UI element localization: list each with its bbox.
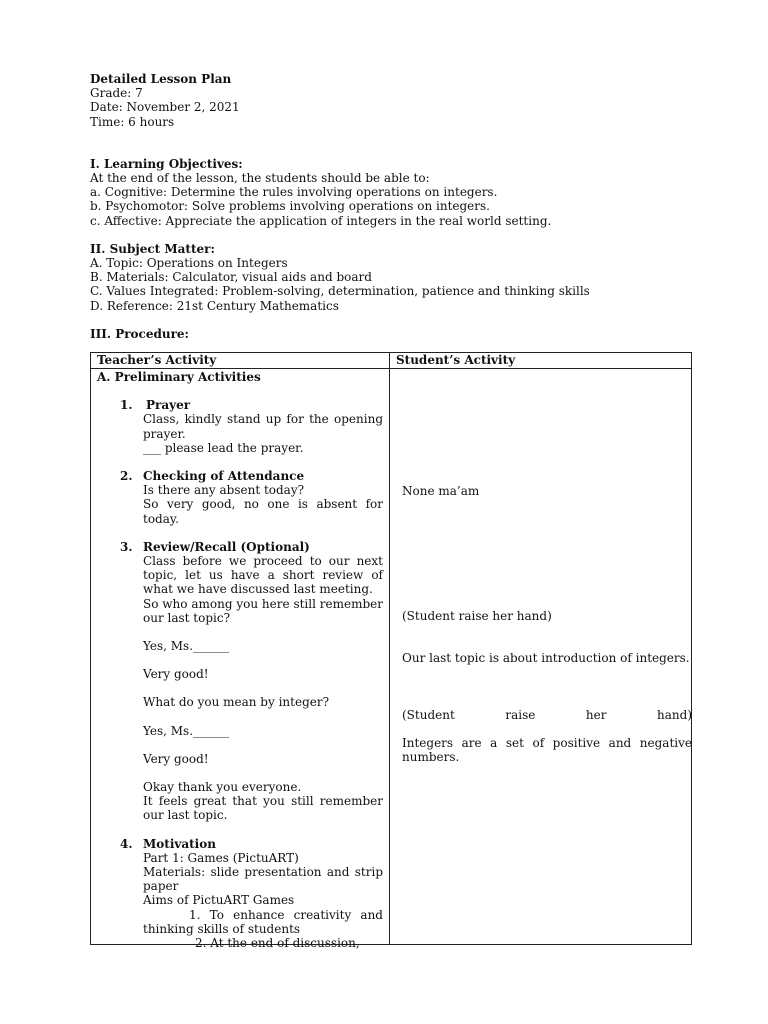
list-item bbox=[97, 469, 383, 526]
list-item bbox=[97, 540, 383, 823]
subject-matter-item: B. Materials: Calculator, visual aids and board bbox=[90, 270, 372, 285]
step-text: It feels great that you still remember our last topic. bbox=[143, 794, 383, 823]
step-text: Very good! bbox=[143, 667, 209, 682]
objective-item: b. Psychomotor: Solve problems involving operations on integers. bbox=[90, 199, 490, 214]
list-item bbox=[97, 398, 383, 455]
student-response: None ma’am bbox=[402, 484, 480, 498]
procedure-heading: III. Procedure: bbox=[90, 326, 189, 341]
step-text: So very good, no one is absent for today. bbox=[143, 497, 383, 526]
step-text: So who among you here still remember our last topic? bbox=[143, 596, 383, 625]
step-title: Prayer bbox=[146, 398, 191, 413]
student-response: (Student raise her hand) bbox=[402, 609, 552, 623]
step-number: 1. bbox=[120, 398, 133, 413]
student-response: (Student raise her hand) bbox=[402, 708, 692, 722]
step-number: 2. bbox=[120, 469, 133, 484]
teacher-activity-header: Teacher’s Activity bbox=[91, 353, 390, 369]
objective-item: c. Affective: Appreciate the application of integers in the real world setting. bbox=[90, 213, 552, 228]
step-text: Materials: slide presentation and strip paper bbox=[143, 865, 383, 894]
step-title: Review/Recall (Optional) bbox=[143, 539, 310, 554]
subject-matter-heading: II. Subject Matter: bbox=[90, 241, 215, 256]
lesson-plan-header bbox=[90, 72, 690, 341]
step-number: 4. bbox=[120, 836, 133, 851]
objectives-heading: I. Learning Objectives: bbox=[90, 156, 243, 171]
student-response: Integers are a set of positive and negative numbers. bbox=[402, 736, 692, 765]
student-activity-cell bbox=[390, 369, 692, 945]
step-text: Okay thank you everyone. bbox=[143, 780, 302, 795]
step-text: ___ please lead the prayer. bbox=[143, 440, 304, 455]
list-item bbox=[97, 837, 383, 951]
step-text: Yes, Ms.______ bbox=[143, 723, 230, 738]
sub-item: 2. At the end of discussion, bbox=[195, 936, 360, 951]
step-text: Aims of PictuART Games bbox=[143, 893, 295, 908]
step-text: Class before we proceed to our next topic, let us have a short review of what we have discussed last meeting. bbox=[143, 554, 383, 597]
objectives-intro: At the end of the lesson, the students should be able to: bbox=[90, 171, 430, 186]
step-text: Is there any absent today? bbox=[143, 483, 305, 498]
step-text: Very good! bbox=[143, 751, 209, 766]
section-heading: A. Preliminary Activities bbox=[97, 370, 261, 384]
time-line: Time: 6 hours bbox=[90, 114, 175, 129]
document-title: Detailed Lesson Plan bbox=[90, 72, 232, 86]
sub-item: 1. To enhance creativity and thinking skills of students bbox=[143, 907, 383, 936]
activity-steps bbox=[97, 398, 383, 950]
objective-item: a. Cognitive: Determine the rules involving operations on integers. bbox=[90, 185, 498, 200]
table-header-row bbox=[91, 353, 692, 369]
student-activity-header: Student’s Activity bbox=[390, 353, 692, 369]
procedure-table bbox=[90, 352, 692, 951]
step-text: What do you mean by integer? bbox=[143, 695, 330, 710]
subject-matter-item: A. Topic: Operations on Integers bbox=[90, 256, 288, 271]
table-row bbox=[91, 369, 692, 945]
step-title: Checking of Attendance bbox=[143, 469, 305, 484]
subject-matter-item: C. Values Integrated: Problem-solving, determination, patience and thinking skills bbox=[90, 284, 590, 299]
subject-matter-item: D. Reference: 21st Century Mathematics bbox=[90, 298, 339, 313]
step-number: 3. bbox=[120, 539, 133, 554]
step-text: Yes, Ms.______ bbox=[143, 639, 230, 654]
step-text: Part 1: Games (PictuART) bbox=[143, 850, 299, 865]
student-response: Our last topic is about introduction of integers. bbox=[402, 651, 690, 665]
step-title: Motivation bbox=[143, 836, 216, 851]
grade-line: Grade: 7 bbox=[90, 86, 143, 101]
step-text: Class, kindly stand up for the opening prayer. bbox=[143, 412, 383, 441]
teacher-activity-cell bbox=[91, 369, 390, 951]
date-line: Date: November 2, 2021 bbox=[90, 100, 240, 115]
